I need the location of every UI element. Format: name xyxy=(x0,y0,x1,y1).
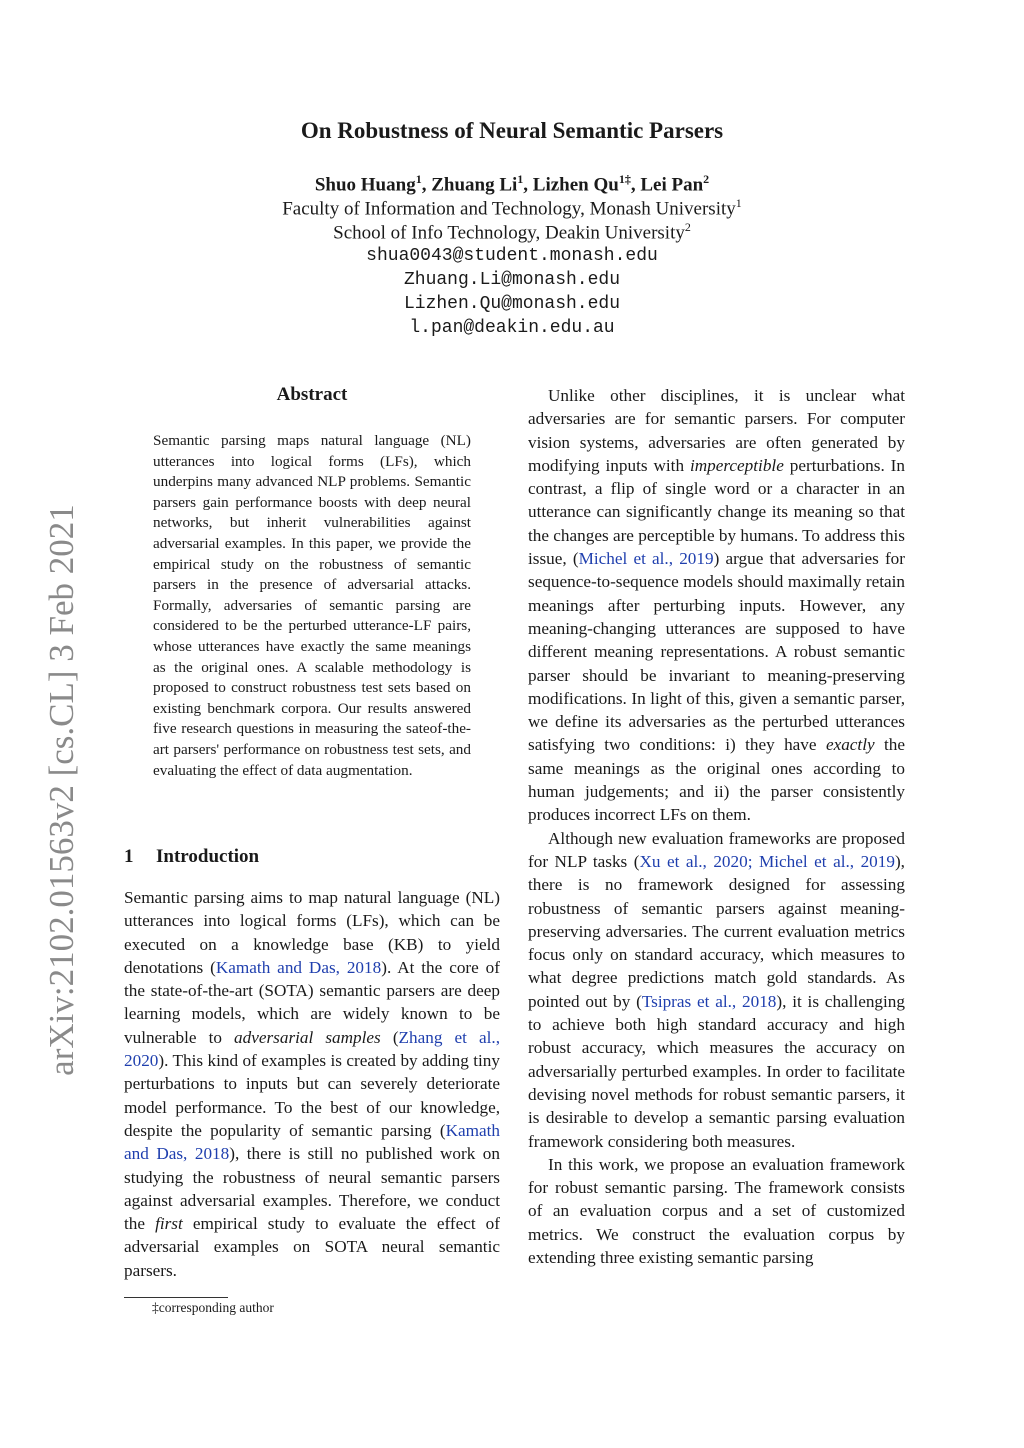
abstract-heading: Abstract xyxy=(276,384,348,405)
text-run: perturbations. In contrast, a flip of single word or a character in an utterance can significantly change its meaning so that the changes are perceptible by humans. To address this issue, ( xyxy=(528,455,905,569)
affiliation-line xyxy=(0,196,1024,220)
citation-link[interactable]: Tsipras et al., 2018 xyxy=(641,991,777,1011)
right-column-text xyxy=(528,384,905,1269)
text-run: ), it is challenging to achieve both high standard accuracy and high robust accuracy, which measures the accuracy on adversarially perturbed examples. In order to facilitate devising novel methods for robust semantic parsers, it is desirable to develop a semantic parsing evaluation framework considering both measures. xyxy=(528,991,905,1151)
citation-link[interactable]: Xu et al., 2020 xyxy=(639,851,748,871)
text-run: ( xyxy=(380,1027,399,1047)
paragraph: In this work, we propose an evaluation framework for robust semantic parsing. The framework consists of an evaluation corpus and a set of customized metrics. We construct the evaluation corpus by extending three existing semantic parsing xyxy=(528,1154,905,1267)
author-name: Lei Pan xyxy=(640,174,704,196)
email-address: l.pan@deakin.edu.au xyxy=(409,318,615,338)
citation-link[interactable]: Zhang et al., 2020 xyxy=(124,1027,500,1071)
paragraph xyxy=(124,886,500,1282)
email-address: Zhuang.Li@monash.edu xyxy=(403,270,621,290)
arxiv-identifier-stamp: arXiv:2102.01563v2 [cs.CL] 3 Feb 2021 xyxy=(42,504,81,1076)
paper-title: On Robustness of Neural Semantic Parsers xyxy=(300,118,724,143)
text-run: Unlike other disciplines, it is unclear what adversaries are for semantic parsers. For computer vision systems, adversaries are often generated by modifying inputs with xyxy=(528,386,905,475)
text-run: empirical study to evaluate the effect of adversarial examples on SOTA neural semantic parsers. xyxy=(124,1214,500,1280)
left-column-text xyxy=(124,886,500,1282)
paragraph xyxy=(528,827,905,1153)
affiliation-mark: 1 xyxy=(735,196,742,210)
citation-link[interactable]: Kamath and Das, 2018 xyxy=(124,1120,500,1164)
abstract-body: Semantic parsing maps natural language (NL) utterances into logical forms (LFs), which underpins many advanced NLP problems. Semantic parsers gain performance boosts with deep neural networks, but inherit vulnerabilities against adversarial examples. In this paper, we provide the empirical study on the robustness of semantic parsers in the presence of adversarial attacks. Formally, adversaries of semantic parsing are considered to be the perturbed utterance-LF pairs, whose utterances have exactly the same meanings as the original ones. A scalable methodology is proposed to construct robustness test sets based on existing benchmark corpora. Our results answered five research questions in measuring the sateof-the-art parsers' performance on robustness test sets, and evaluating the effect of data augmentation. xyxy=(153,432,471,779)
section-title: Introduction xyxy=(156,846,260,867)
emphasis: exactly xyxy=(825,735,875,755)
author-affiliation-mark: 1 xyxy=(415,172,422,186)
author-list: Shuo Huang$^1$, Zhuang Li$^1$, Lizhen $Qu^{1\ddagger}$, Lei Pan$^2$ xyxy=(314,172,710,196)
citation-link[interactable]: Kamath and Das, 2018 xyxy=(215,957,382,977)
emphasis: imperceptible xyxy=(689,455,784,475)
text-run: ), there is no framework designed for assessing robustness of semantic parsers against meaning-preserving adversaries. The current evaluation metrics focus only on standard accuracy, which measures to what degree predictions match gold standards. As pointed out by ( xyxy=(528,851,905,1011)
affiliation-text: Faculty of Information and Technology, Monash University xyxy=(282,198,736,220)
footnote-rule xyxy=(124,1297,228,1298)
author-name: Lizhen Qu xyxy=(532,174,619,196)
author-affiliation-mark: 1‡ xyxy=(618,172,631,186)
author-affiliation-mark: 2 xyxy=(703,172,710,186)
citation-link[interactable]: Michel et al., 2019 xyxy=(759,851,895,871)
email-address: shua0043@student.monash.edu xyxy=(366,246,658,266)
footnote: ‡corresponding author xyxy=(152,1300,274,1315)
text-run: the same meanings as the original ones according to human judgements; and ii) the parser consistently produces incorrect LFs on them. xyxy=(528,735,906,825)
text-run: ), there is still no published work on studying the robustness of neural semantic parsers against adversarial examples. Therefore, we conduct the xyxy=(124,1144,500,1234)
emphasis: adversarial samples xyxy=(234,1027,381,1047)
text-run: Semantic parsing aims to map natural language (NL) utterances into logical forms (LFs), which can be executed on a knowledge base (KB) to yield denotations ( xyxy=(124,888,500,977)
affiliation-mark: 2 xyxy=(684,220,691,234)
citation-separator: ; xyxy=(747,851,759,871)
section-heading-introduction xyxy=(124,846,259,868)
author-name: Zhuang Li xyxy=(431,174,518,196)
affiliation-line xyxy=(0,220,1024,244)
paragraph xyxy=(528,384,905,827)
author-affiliation-mark: 1 xyxy=(517,172,524,186)
author-name: Shuo Huang xyxy=(314,174,416,196)
affiliation-text: School of Info Technology, Deakin University xyxy=(333,222,685,244)
text-run: ). This kind of examples is created by adding tiny perturbations to inputs but can severely deteriorate model performance. To the best of our knowledge, despite the popularity of semantic parsing ( xyxy=(124,1051,500,1140)
text-run: Although new evaluation frameworks are proposed for NLP tasks ( xyxy=(528,828,905,871)
emphasis: first xyxy=(155,1214,183,1234)
text-run: ). At the core of the state-of-the-art (SOTA) semantic parsers are deep learning models, which are widely known to be vulnerable to xyxy=(124,957,500,1047)
section-number: 1 xyxy=(124,846,134,867)
citation-link[interactable]: Michel et al., 2019 xyxy=(578,549,714,569)
text-run: ) argue that adversaries for sequence-to-sequence models should maximally retain meanings after perturbing inputs. However, any meaning-changing utterances are supposed to have different meaning representations. A robust semantic parser should be invariant to meaning-preserving modifications. In light of this, given a semantic parser, we define its adversaries as the perturbed utterances satisfying two conditions: i) they have xyxy=(528,549,905,755)
email-address: Lizhen.Qu@monash.edu xyxy=(403,294,621,314)
